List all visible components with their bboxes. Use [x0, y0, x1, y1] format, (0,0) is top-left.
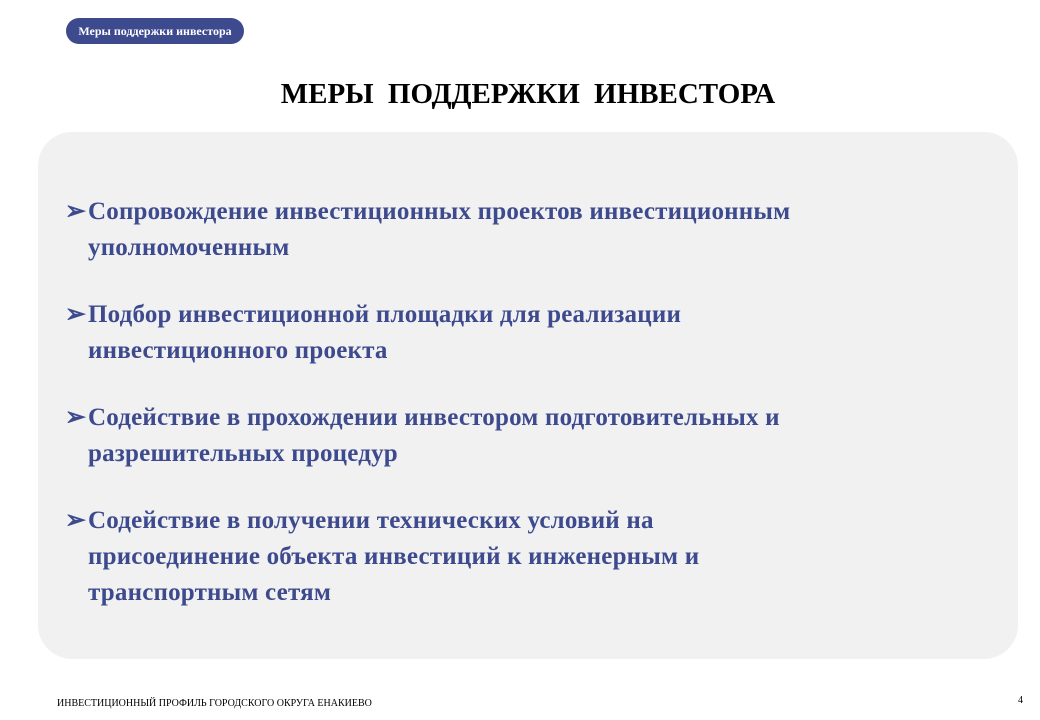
page-number: 4	[1018, 695, 1023, 706]
list-item	[65, 297, 925, 369]
list-item	[65, 194, 925, 266]
measures-list	[65, 194, 925, 642]
list-item	[65, 503, 925, 611]
arrow-bullet-icon: ➢	[65, 404, 86, 431]
measure-text: Подбор инвестиционной площадки для реализации инвестиционного проекта	[88, 301, 682, 364]
footer-caption: ИНВЕСТИЦИОННЫЙ ПРОФИЛЬ ГОРОДСКОГО ОКРУГА ЕНАКИЕВО	[57, 698, 372, 709]
measure-text: Содействие в получении технических условий на присоединение объекта инвестиций к инженерным и транспортным сетям	[88, 507, 700, 606]
arrow-bullet-icon: ➢	[65, 198, 86, 225]
section-pill: Меры поддержки инвестора	[66, 18, 244, 44]
measure-text: Сопровождение инвестиционных проектов инвестиционным уполномоченным	[88, 198, 791, 261]
arrow-bullet-icon: ➢	[65, 301, 86, 328]
arrow-bullet-icon: ➢	[65, 507, 86, 534]
page-title: МЕРЫ ПОДДЕРЖКИ ИНВЕСТОРА	[280, 78, 776, 110]
list-item	[65, 400, 925, 472]
measure-text: Содействие в прохождении инвестором подготовительных и разрешительных процедур	[88, 404, 780, 467]
